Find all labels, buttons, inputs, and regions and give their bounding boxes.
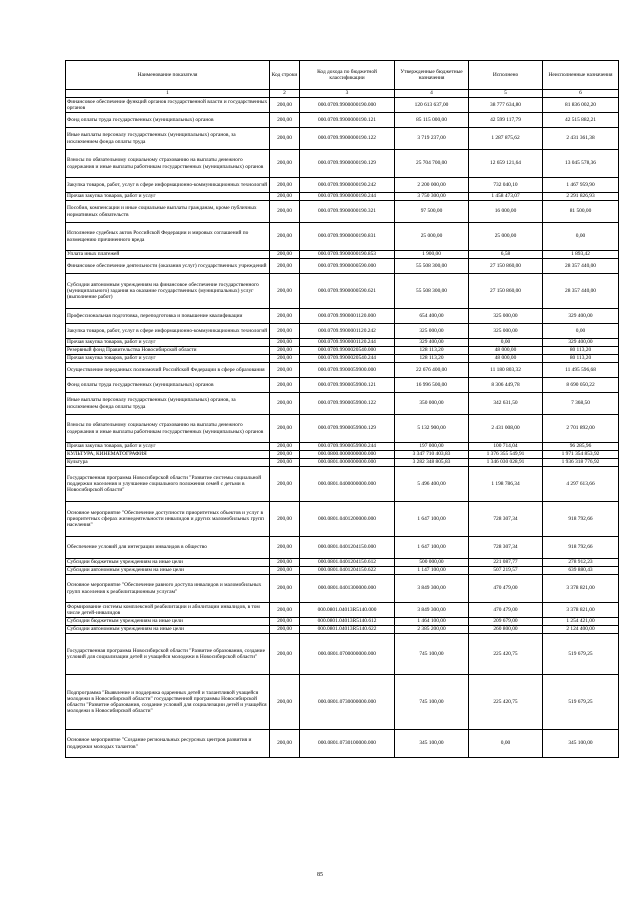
header-remain: Неисполненные назначения: [543, 61, 619, 90]
cell-remain: 918 792,66: [543, 502, 619, 537]
cell-code: 200,00: [270, 626, 300, 634]
cell-code: 200,00: [270, 324, 300, 339]
cell-remain: 80 113,20: [543, 347, 619, 355]
cell-remain: 0,00: [543, 324, 619, 339]
cell-code: 200,00: [270, 451, 300, 459]
cell-name: Резервный фонд Правительства Новосибирской области: [66, 347, 270, 355]
cell-remain: 8 690 050,22: [543, 378, 619, 393]
cell-name: Прочая закупка товаров, работ и услуг: [66, 443, 270, 451]
cell-done: 1 346 030 028,91: [469, 459, 543, 467]
cell-kbk: 000.0801.0730100000.000: [300, 730, 395, 758]
page-number: 85: [317, 872, 323, 878]
cell-code: 200,00: [270, 355, 300, 363]
table-row: [66, 347, 619, 355]
cell-approved: 85 115 000,00: [395, 113, 469, 128]
cell-remain: 2 291 826,93: [543, 193, 619, 201]
cell-approved: 654 400,00: [395, 309, 469, 324]
cell-done: 728 307,34: [469, 502, 543, 537]
cell-remain: 96 285,96: [543, 443, 619, 451]
header-approved: Утвержденные бюджетные назначения: [395, 61, 469, 90]
cell-approved: 97 500,00: [395, 201, 469, 223]
cell-code: 200,00: [270, 259, 300, 274]
table-row: [66, 467, 619, 502]
cell-name: Закупка товаров, работ, услуг в сфере информационно-коммуникационных технологий: [66, 324, 270, 339]
table-row: [66, 193, 619, 201]
cell-done: 1 287 875,62: [469, 128, 543, 150]
cell-done: 48 000,00: [469, 355, 543, 363]
cell-name: Фонд оплаты труда государственных (муниципальных) органов: [66, 113, 270, 128]
table-row: [66, 355, 619, 363]
cell-kbk: 000.0709.9900000190.000: [300, 98, 395, 113]
cell-approved: 25 000,00: [395, 223, 469, 251]
cell-approved: 120 613 637,00: [395, 98, 469, 113]
cell-done: 342 631,50: [469, 393, 543, 415]
cell-approved: 3 347 710 403,83: [395, 451, 469, 459]
cell-code: 200,00: [270, 347, 300, 355]
cell-approved: 745 100,00: [395, 634, 469, 675]
cell-name: Обеспечение условий для интеграции инвалидов в общество: [66, 537, 270, 559]
cell-name: Субсидии бюджетным учреждениям на иные цели: [66, 559, 270, 567]
cell-code: 200,00: [270, 634, 300, 675]
cell-remain: 0,00: [543, 223, 619, 251]
column-number: 5: [469, 90, 543, 98]
cell-kbk: 000.0709.9900000190.129: [300, 150, 395, 178]
cell-approved: 16 996 500,00: [395, 378, 469, 393]
cell-kbk: 000.0801.0700000000.000: [300, 634, 395, 675]
cell-approved: 22 676 400,00: [395, 363, 469, 378]
cell-code: 200,00: [270, 675, 300, 730]
cell-code: 200,00: [270, 178, 300, 193]
cell-done: 27 150 860,00: [469, 259, 543, 274]
table-row: [66, 201, 619, 223]
cell-remain: 28 357 440,00: [543, 274, 619, 309]
table-row: [66, 675, 619, 730]
cell-remain: 42 515 882,21: [543, 113, 619, 128]
table-row: [66, 251, 619, 259]
cell-approved: 3 750 300,00: [395, 193, 469, 201]
column-number: 4: [395, 90, 469, 98]
cell-done: 1 376 355 549,91: [469, 451, 543, 459]
cell-name: Культура: [66, 459, 270, 467]
cell-code: 200,00: [270, 98, 300, 113]
cell-approved: 350 000,00: [395, 393, 469, 415]
cell-code: 200,00: [270, 502, 300, 537]
cell-kbk: 000.0709.9900059900.000: [300, 363, 395, 378]
cell-approved: 3 282 348 805,83: [395, 459, 469, 467]
cell-remain: 7 368,50: [543, 393, 619, 415]
table-row: [66, 324, 619, 339]
cell-code: 200,00: [270, 415, 300, 443]
table-row: [66, 98, 619, 113]
cell-remain: 80 113,20: [543, 355, 619, 363]
cell-remain: 639 880,43: [543, 567, 619, 575]
cell-kbk: 000.0801.0400000000.000: [300, 467, 395, 502]
cell-code: 200,00: [270, 113, 300, 128]
cell-kbk: 000.0801.04013R5140.000: [300, 603, 395, 618]
table-row: [66, 113, 619, 128]
cell-done: 225 420,75: [469, 675, 543, 730]
cell-name: Подпрограмма "Выявление и поддержка одаренных детей и талантливой учащейся молодежи в Новосибирской области" государственной программы Новосибирской области "Развитие образования, создание условий для социализации детей и учащейся молодежи в Новосибирской области": [66, 675, 270, 730]
cell-code: 200,00: [270, 274, 300, 309]
cell-done: 6,58: [469, 251, 543, 259]
cell-approved: 500 000,00: [395, 559, 469, 567]
table-row: [66, 393, 619, 415]
column-number: 1: [66, 90, 270, 98]
cell-kbk: 000.0709.9900020540.244: [300, 355, 395, 363]
table-row: [66, 730, 619, 758]
cell-done: 732 040,10: [469, 178, 543, 193]
cell-kbk: 000.0801.04013R5140.622: [300, 626, 395, 634]
cell-code: 200,00: [270, 363, 300, 378]
cell-remain: 2 431 361,38: [543, 128, 619, 150]
cell-kbk: 000.0709.9900000190.831: [300, 223, 395, 251]
cell-kbk: 000.0709.9900000190.242: [300, 178, 395, 193]
cell-remain: 329 400,00: [543, 309, 619, 324]
cell-code: 200,00: [270, 378, 300, 393]
cell-name: Осуществление переданных полномочий Российской Федерации в сфере образования: [66, 363, 270, 378]
cell-done: 27 150 860,00: [469, 274, 543, 309]
cell-name: Закупка товаров, работ, услуг в сфере информационно-коммуникационных технологий: [66, 178, 270, 193]
cell-remain: 1 936 318 776,92: [543, 459, 619, 467]
cell-remain: 28 357 440,00: [543, 259, 619, 274]
table-row: [66, 309, 619, 324]
cell-name: Профессиональная подготовка, переподготовка и повышение квалификации: [66, 309, 270, 324]
cell-kbk: 000.0709.9900059900.129: [300, 415, 395, 443]
table-row: [66, 443, 619, 451]
cell-approved: 55 508 300,00: [395, 274, 469, 309]
cell-done: 38 777 634,80: [469, 98, 543, 113]
cell-remain: 3 378 821,00: [543, 603, 619, 618]
cell-done: 209 679,00: [469, 618, 543, 626]
table-row: [66, 502, 619, 537]
cell-approved: 325 000,00: [395, 324, 469, 339]
cell-approved: 345 100,00: [395, 730, 469, 758]
cell-kbk: 000.0801.0401204150.612: [300, 559, 395, 567]
cell-approved: 55 508 300,00: [395, 259, 469, 274]
header-kbk: Код дохода по бюджетной классификации: [300, 61, 395, 90]
cell-approved: 1 147 100,00: [395, 567, 469, 575]
cell-done: 470 479,00: [469, 575, 543, 603]
table-row: [66, 575, 619, 603]
cell-approved: 5 496 400,00: [395, 467, 469, 502]
cell-done: 221 087,77: [469, 559, 543, 567]
cell-code: 200,00: [270, 559, 300, 567]
cell-code: 200,00: [270, 467, 300, 502]
cell-name: Фонд оплаты труда государственных (муниципальных) органов: [66, 378, 270, 393]
cell-remain: 3 378 821,00: [543, 575, 619, 603]
cell-name: Субсидии автономным учреждениям на финансовое обеспечение государственного (муниципального) задания на оказание государственных (муниципальных) услуг (выполнение работ): [66, 274, 270, 309]
cell-code: 200,00: [270, 618, 300, 626]
cell-kbk: 000.0709.9900059900.244: [300, 443, 395, 451]
cell-remain: 4 297 613,66: [543, 467, 619, 502]
table-row: [66, 259, 619, 274]
cell-code: 200,00: [270, 575, 300, 603]
cell-code: 200,00: [270, 393, 300, 415]
table-row: [66, 178, 619, 193]
table-row: [66, 626, 619, 634]
cell-code: 200,00: [270, 128, 300, 150]
cell-remain: 1 467 959,90: [543, 178, 619, 193]
column-number-row: [66, 90, 619, 98]
cell-remain: 11 495 596,68: [543, 363, 619, 378]
cell-kbk: 000.0801.0401300000.000: [300, 575, 395, 603]
cell-name: Государственная программа Новосибирской области "Развитие образования, создание условий для социализации детей и учащейся молодежи в Новосибирской области": [66, 634, 270, 675]
cell-done: 1 458 473,07: [469, 193, 543, 201]
header-name: Наименование показателя: [66, 61, 270, 90]
cell-done: 100 714,04: [469, 443, 543, 451]
cell-remain: 345 100,00: [543, 730, 619, 758]
cell-name: Иные выплаты персоналу государственных (муниципальных) органов, за исключением фонда оплаты труда: [66, 393, 270, 415]
cell-kbk: 000.0709.9900020540.000: [300, 347, 395, 355]
cell-name: Субсидии бюджетным учреждениям на иные цели: [66, 618, 270, 626]
cell-name: Прочая закупка товаров, работ и услуг: [66, 339, 270, 347]
cell-kbk: 000.0801.0730000000.000: [300, 675, 395, 730]
cell-name: Прочая закупка товаров, работ и услуг: [66, 193, 270, 201]
cell-approved: 1 900,00: [395, 251, 469, 259]
cell-name: Уплата иных платежей: [66, 251, 270, 259]
cell-code: 200,00: [270, 309, 300, 324]
cell-approved: 25 704 700,00: [395, 150, 469, 178]
cell-done: 0,00: [469, 730, 543, 758]
cell-approved: 1 464 100,00: [395, 618, 469, 626]
cell-remain: 519 679,25: [543, 675, 619, 730]
cell-code: 200,00: [270, 150, 300, 178]
cell-remain: 278 912,23: [543, 559, 619, 567]
column-number: 2: [270, 90, 300, 98]
cell-remain: 329 400,00: [543, 339, 619, 347]
table-row: [66, 363, 619, 378]
table-row: [66, 415, 619, 443]
cell-remain: 13 045 578,36: [543, 150, 619, 178]
cell-kbk: 000.0709.9900000190.122: [300, 128, 395, 150]
cell-kbk: 000.0801.0000000000.000: [300, 459, 395, 467]
header-code: Код строки: [270, 61, 300, 90]
table-row: [66, 128, 619, 150]
cell-code: 200,00: [270, 193, 300, 201]
table-header-row: [66, 61, 619, 90]
cell-code: 200,00: [270, 339, 300, 347]
table-row: [66, 567, 619, 575]
cell-code: 200,00: [270, 443, 300, 451]
cell-approved: 1 647 100,00: [395, 537, 469, 559]
cell-kbk: 000.0801.0401204150.000: [300, 537, 395, 559]
cell-approved: 329 400,00: [395, 339, 469, 347]
cell-kbk: 000.0709.9900000190.321: [300, 201, 395, 223]
cell-approved: 128 113,20: [395, 347, 469, 355]
cell-done: 728 307,34: [469, 537, 543, 559]
cell-approved: 1 647 100,00: [395, 502, 469, 537]
cell-code: 200,00: [270, 223, 300, 251]
cell-done: 325 000,00: [469, 309, 543, 324]
cell-name: Прочая закупка товаров, работ и услуг: [66, 355, 270, 363]
cell-remain: 1 254 421,00: [543, 618, 619, 626]
cell-remain: 1 971 354 853,92: [543, 451, 619, 459]
cell-remain: 918 792,66: [543, 537, 619, 559]
cell-done: 2 431 008,00: [469, 415, 543, 443]
cell-kbk: 000.0709.9900000190.853: [300, 251, 395, 259]
cell-kbk: 000.0709.9900000590.621: [300, 274, 395, 309]
table-body: [66, 98, 619, 758]
cell-name: Основное мероприятие "Создание региональных ресурсных центров развития и поддержки молодых талантов": [66, 730, 270, 758]
column-number: 3: [300, 90, 395, 98]
table-row: [66, 634, 619, 675]
cell-approved: 3 849 300,00: [395, 603, 469, 618]
cell-done: 12 659 121,64: [469, 150, 543, 178]
cell-kbk: 000.0709.9900000190.121: [300, 113, 395, 128]
cell-kbk: 000.0800.0000000000.000: [300, 451, 395, 459]
budget-report-table: [65, 60, 619, 758]
cell-name: Субсидии автономным учреждениям на иные цели: [66, 567, 270, 575]
table-row: [66, 618, 619, 626]
cell-approved: 2 385 200,00: [395, 626, 469, 634]
cell-code: 200,00: [270, 567, 300, 575]
cell-name: Пособия, компенсации и иные социальные выплаты гражданам, кроме публичных нормативных обязательств: [66, 201, 270, 223]
cell-done: 8 306 449,78: [469, 378, 543, 393]
table-row: [66, 603, 619, 618]
cell-code: 200,00: [270, 251, 300, 259]
table-row: [66, 451, 619, 459]
table-row: [66, 339, 619, 347]
table-row: [66, 274, 619, 309]
cell-done: 470 479,00: [469, 603, 543, 618]
cell-code: 200,00: [270, 603, 300, 618]
cell-name: Взносы по обязательному социальному страхованию на выплаты денежного содержания и иные выплаты работникам государственных (муниципальных) органов: [66, 415, 270, 443]
cell-approved: 128 113,20: [395, 355, 469, 363]
cell-name: Взносы по обязательному социальному страхованию на выплаты денежного содержания и иные выплаты работникам государственных (муниципальных) органов: [66, 150, 270, 178]
cell-name: КУЛЬТУРА, КИНЕМАТОГРАФИЯ: [66, 451, 270, 459]
cell-name: Основное мероприятие "Обеспечение равного доступа инвалидов и маломобильных групп населения к реабилитационным услугам": [66, 575, 270, 603]
cell-remain: 1 893,42: [543, 251, 619, 259]
cell-name: Субсидии автономным учреждениям на иные цели: [66, 626, 270, 634]
cell-done: 42 599 117,79: [469, 113, 543, 128]
cell-kbk: 000.0709.9900000190.244: [300, 193, 395, 201]
table-row: [66, 150, 619, 178]
cell-done: 260 800,00: [469, 626, 543, 634]
cell-kbk: 000.0709.9900000590.000: [300, 259, 395, 274]
cell-approved: 2 200 000,00: [395, 178, 469, 193]
header-done: Исполнено: [469, 61, 543, 90]
table-row: [66, 378, 619, 393]
table-row: [66, 559, 619, 567]
cell-done: 325 000,00: [469, 324, 543, 339]
cell-remain: 81 500,00: [543, 201, 619, 223]
cell-approved: 3 719 237,00: [395, 128, 469, 150]
column-number: 6: [543, 90, 619, 98]
cell-approved: 197 000,00: [395, 443, 469, 451]
cell-name: Исполнение судебных актов Российской Федерации и мировых соглашений по возмещению причиненного вреда: [66, 223, 270, 251]
cell-name: Финансовое обеспечение функций органов государственной власти и государственных органов: [66, 98, 270, 113]
cell-kbk: 000.0709.9900059900.122: [300, 393, 395, 415]
cell-done: 25 000,00: [469, 223, 543, 251]
cell-kbk: 000.0801.0401200000.000: [300, 502, 395, 537]
cell-code: 200,00: [270, 459, 300, 467]
cell-done: 1 198 786,34: [469, 467, 543, 502]
cell-kbk: 000.0709.9900059900.121: [300, 378, 395, 393]
cell-done: 48 000,00: [469, 347, 543, 355]
cell-approved: 745 100,00: [395, 675, 469, 730]
cell-kbk: 000.0709.9900001120.000: [300, 309, 395, 324]
cell-done: 0,00: [469, 339, 543, 347]
cell-name: Финансовое обеспечение деятельности (оказания услуг) государственных учреждений: [66, 259, 270, 274]
cell-name: Формирование системы комплексной реабилитации и абилитации инвалидов, в том числе детей-инвалидов: [66, 603, 270, 618]
cell-name: Иные выплаты персоналу государственных (муниципальных) органов, за исключением фонда оплаты труда: [66, 128, 270, 150]
cell-code: 200,00: [270, 201, 300, 223]
cell-done: 11 180 803,32: [469, 363, 543, 378]
cell-kbk: 000.0709.9900001120.242: [300, 324, 395, 339]
table-row: [66, 223, 619, 251]
cell-name: Государственная программа Новосибирской области "Развитие системы социальной поддержки населения и улучшение социального положения семей с детьми в Новосибирской области": [66, 467, 270, 502]
cell-done: 16 000,00: [469, 201, 543, 223]
cell-remain: 81 836 002,20: [543, 98, 619, 113]
cell-approved: 3 849 300,00: [395, 575, 469, 603]
cell-name: Основное мероприятие "Обеспечение доступности приоритетных объектов и услуг в приоритетных сферах жизнедеятельности инвалидов и других маломобильных групп населения": [66, 502, 270, 537]
cell-kbk: 000.0709.9900001120.244: [300, 339, 395, 347]
cell-code: 200,00: [270, 730, 300, 758]
cell-kbk: 000.0801.04013R5140.612: [300, 618, 395, 626]
cell-approved: 5 132 900,00: [395, 415, 469, 443]
cell-done: 507 219,57: [469, 567, 543, 575]
cell-remain: 2 701 892,00: [543, 415, 619, 443]
cell-remain: 519 679,25: [543, 634, 619, 675]
table-row: [66, 537, 619, 559]
cell-code: 200,00: [270, 537, 300, 559]
cell-kbk: 000.0801.0401204150.622: [300, 567, 395, 575]
cell-done: 225 420,75: [469, 634, 543, 675]
table-row: [66, 459, 619, 467]
cell-remain: 2 124 400,00: [543, 626, 619, 634]
